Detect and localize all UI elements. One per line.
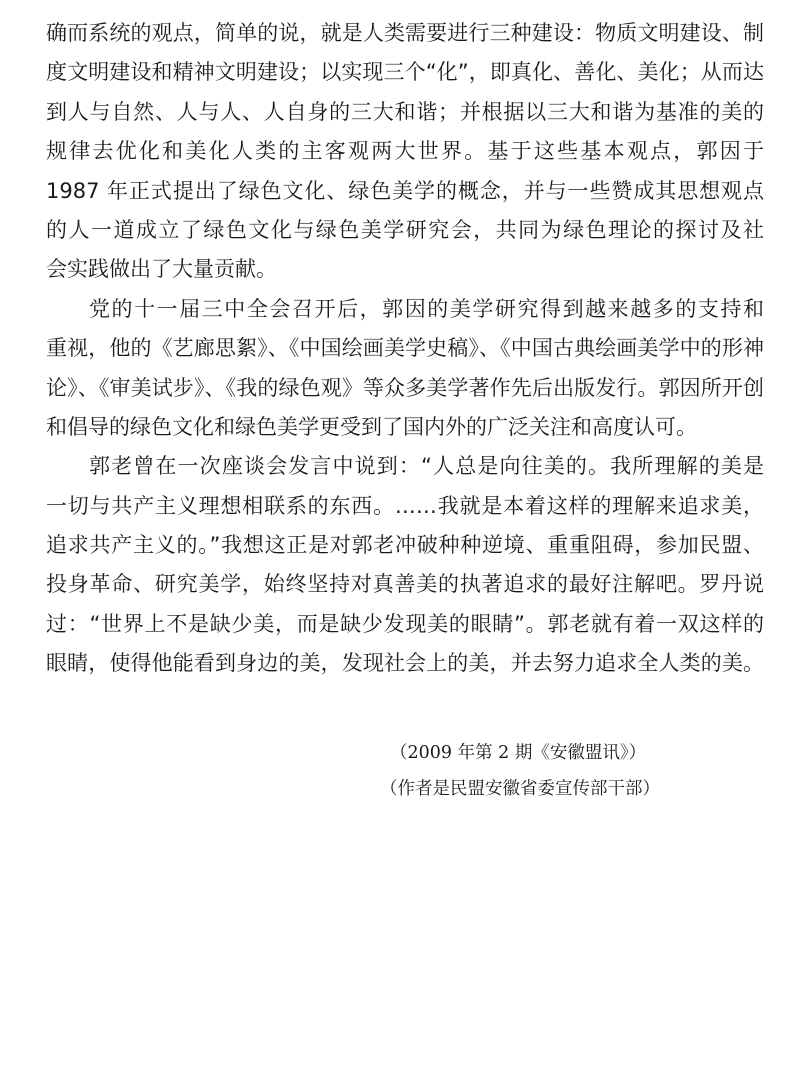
text-line: 过：“世界上不是缺少美，而是缺少发现美的眼睛”。郭老就有着一双这样的 (46, 611, 764, 636)
text-line: 投身革命、研究美学，始终坚持对真善美的执著追求的最好注解吧。罗丹说 (46, 572, 764, 597)
text-line: 1987 年正式提出了绿色文化、绿色美学的概念，并与一些赞成其思想观点 (46, 178, 764, 203)
text-line: 会实践做出了大量贡献。 (46, 257, 277, 282)
text-line: 眼睛，使得他能看到身边的美，发现社会上的美，并去努力追求全人类的美。 (46, 651, 764, 676)
paragraph (46, 290, 764, 448)
paragraph (46, 447, 764, 683)
source-attribution (380, 735, 740, 807)
article-body (46, 14, 764, 684)
publication-citation: （2009 年第 2 期《安徽盟讯》） (390, 743, 647, 763)
text-line: 郭老曾在一次座谈会发言中说到：“人总是向往美的。我所理解的美是 (89, 454, 764, 479)
text-line: 到人与自然、人与人、人自身的三大和谐；并根据以三大和谐为基准的美的 (46, 99, 764, 124)
text-line: 和倡导的绿色文化和绿色美学更受到了国内外的广泛关注和高度认可。 (46, 414, 697, 439)
text-line: 重视，他的《艺廊思絮》、《中国绘画美学史稿》、《中国古典绘画美学中的形神 (46, 336, 764, 361)
paragraph (46, 14, 764, 290)
text-line: 的人一道成立了绿色文化与绿色美学研究会，共同为绿色理论的探讨及社 (46, 217, 764, 242)
text-line: 度文明建设和精神文明建设；以实现三个“化”，即真化、善化、美化；从而达 (46, 60, 764, 85)
text-line: 确而系统的观点，简单的说，就是人类需要进行三种建设：物质文明建设、制 (46, 21, 764, 45)
text-line: 党的十一届三中全会召开后，郭因的美学研究得到越来越多的支持和 (89, 296, 764, 321)
text-line: 规律去优化和美化人类的主客观两大世界。基于这些基本观点，郭因于 (46, 139, 764, 164)
text-line: 论》、《审美试步》、《我的绿色观》等众多美学著作先后出版发行。郭因所开创 (46, 375, 764, 400)
text-line: 追求共产主义的。”我想这正是对郭老冲破种种逆境、重重阻碍，参加民盟、 (46, 533, 764, 558)
text-line: 一切与共产主义理想相联系的东西。……我就是本着这样的理解来追求美， (46, 493, 764, 518)
author-note: （作者是民盟安徽省委宣传部干部） (380, 779, 660, 799)
